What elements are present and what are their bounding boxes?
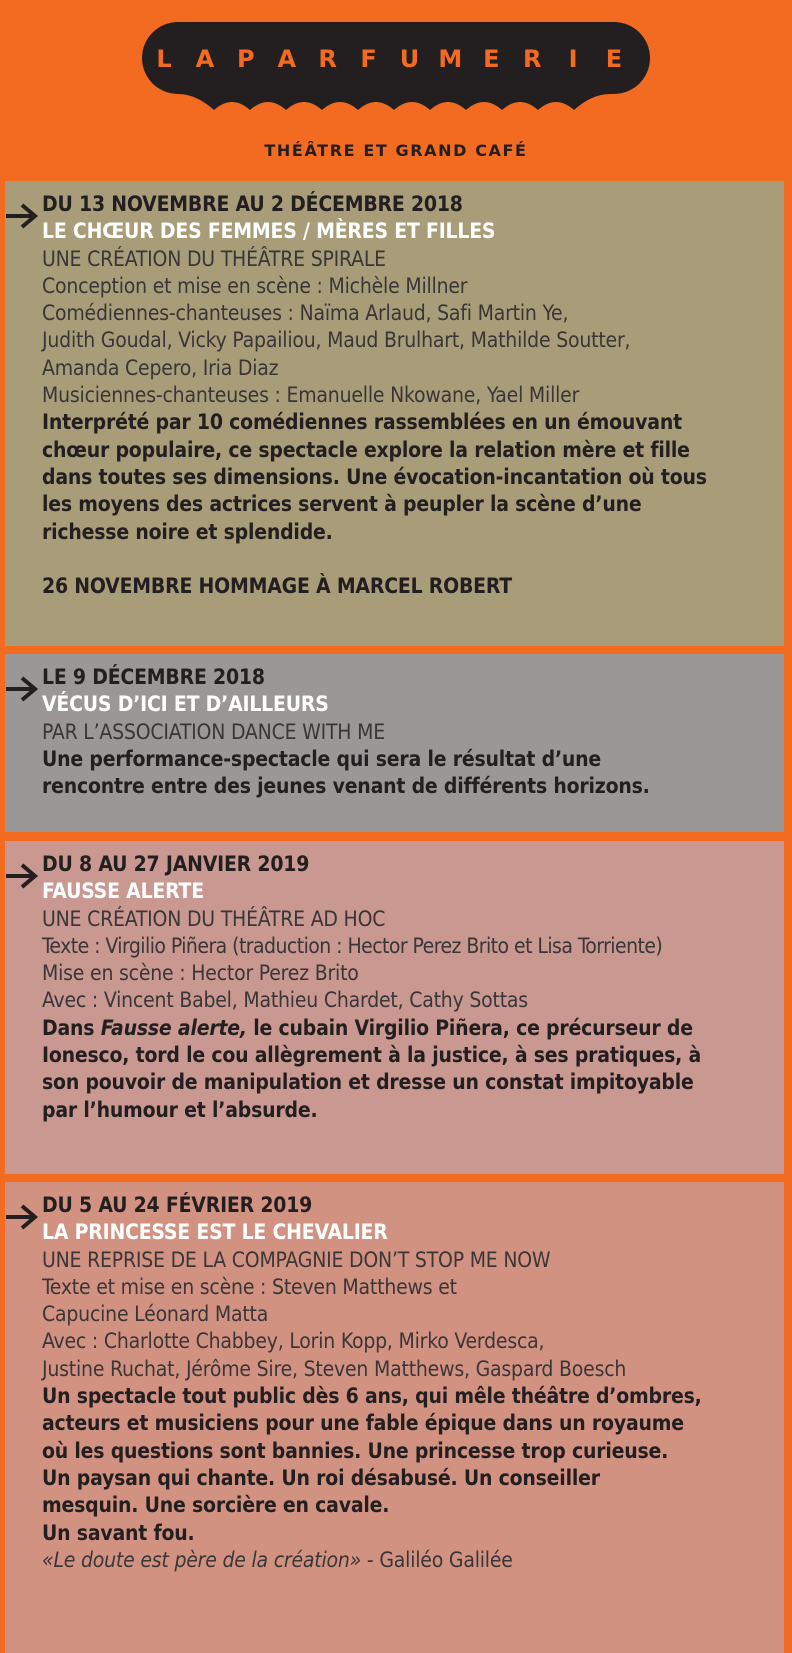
event-subtitle: UNE REPRISE DE LA COMPAGNIE DON’T STOP ME NOW: [42, 1247, 551, 1272]
event-description: Un paysan qui chante. Un roi désabusé. Un conseiller: [42, 1465, 600, 1490]
event-subtitle: UNE CRÉATION DU THÉÂTRE SPIRALE: [42, 246, 386, 271]
header-subtitle: THÉÂTRE ET GRAND CAFÉ: [264, 141, 528, 160]
event-credit: Avec : Charlotte Chabbey, Lorin Kopp, Mirko Verdesca,: [42, 1329, 545, 1354]
event-description: Une performance-spectacle qui sera le résultat d’une: [42, 746, 602, 771]
event-credit: Conception et mise en scène : Michèle Millner: [42, 273, 468, 298]
event-subtitle: UNE CRÉATION DU THÉÂTRE AD HOC: [42, 906, 386, 931]
event-description: Interprété par 10 comédiennes rassemblées en un émouvant: [42, 410, 682, 435]
event-section-4: [5, 1182, 784, 1653]
logo-letter: R: [522, 45, 542, 73]
event-section-1: [5, 181, 784, 646]
quote-text: «Le doute est père de la création»: [42, 1547, 362, 1572]
event-date: DU 8 AU 27 JANVIER 2019: [42, 852, 310, 876]
event-description: Ionesco, tord le cou allègrement à la justice, à ses pratiques, à: [42, 1043, 702, 1068]
logo-letter: A: [195, 45, 215, 73]
arrow-right-icon: [5, 1204, 39, 1230]
quote-author: - Galiléo Galilée: [361, 1547, 513, 1572]
event-credit: Amanda Cepero, Iria Diaz: [42, 355, 279, 380]
logo-letter: I: [568, 45, 578, 73]
event-title: LE CHŒUR DES FEMMES / MÈRES ET FILLES: [42, 219, 496, 244]
arrow-right-icon: [5, 203, 39, 229]
event-description: les moyens des actrices servent à peupler la scène d’une: [42, 492, 642, 517]
event-credit: Comédiennes-chanteuses : Naïma Arlaud, Safi Martin Ye,: [42, 301, 569, 326]
header: [0, 0, 792, 180]
event-description: Un spectacle tout public dès 6 ans, qui mêle théâtre d’ombres,: [42, 1384, 702, 1409]
logo-letter: P: [237, 45, 255, 73]
event-title: VÉCUS D’ICI ET D’AILLEURS: [42, 692, 329, 717]
event-title: LA PRINCESSE EST LE CHEVALIER: [42, 1220, 388, 1245]
desc-post: le cubain Virgilio Piñera, ce précurseur de: [246, 1015, 693, 1040]
event-description: chœur populaire, ce spectacle explore la relation mère et fille: [42, 437, 690, 462]
event-credit: Judith Goudal, Vicky Papailiou, Maud Brulhart, Mathilde Soutter,: [42, 328, 631, 353]
event-section-2: [5, 654, 784, 832]
event-credit: Texte : Virgilio Piñera (traduction : Hector Perez Brito et Lisa Torriente): [42, 933, 663, 958]
logo-letter: R: [318, 45, 337, 73]
event-subtitle: PAR L’ASSOCIATION DANCE WITH ME: [42, 719, 385, 744]
logo-letter: A: [277, 45, 297, 73]
event-description: mesquin. Une sorcière en cavale.: [42, 1493, 390, 1518]
logo-letter: E: [605, 45, 623, 73]
event-credit: Capucine Léonard Matta: [42, 1302, 269, 1327]
event-date: DU 5 AU 24 FÉVRIER 2019: [42, 1193, 313, 1217]
event-description: par l’humour et l’absurde.: [42, 1097, 318, 1122]
event-date: LE 9 DÉCEMBRE 2018: [42, 665, 265, 689]
logo-letter: F: [360, 45, 377, 73]
event-description: son pouvoir de manipulation et dresse un constat impitoyable: [42, 1070, 694, 1095]
event-credit: Mise en scène : Hector Perez Brito: [42, 961, 359, 986]
event-credit: Musiciennes-chanteuses : Emanuelle Nkowane, Yael Miller: [42, 383, 580, 408]
logo: [140, 20, 652, 114]
event-description: richesse noire et splendide.: [42, 519, 333, 544]
event-description: où les questions sont bannies. Une princesse trop curieuse.: [42, 1438, 669, 1463]
event-section-3: [5, 841, 784, 1174]
event-quote: [42, 1547, 780, 1574]
event-description: dans toutes ses dimensions. Une évocation-incantation où tous: [42, 464, 707, 489]
event-description: acteurs et musiciens pour une fable épique dans un royaume: [42, 1411, 684, 1436]
event-extra: 26 NOVEMBRE HOMMAGE À MARCEL ROBERT: [42, 574, 512, 599]
event-date: DU 13 NOVEMBRE AU 2 DÉCEMBRE 2018: [42, 192, 463, 216]
arrow-right-icon: [5, 863, 39, 889]
desc-italic-title: Fausse alerte,: [100, 1015, 247, 1040]
logo-letter: M: [438, 45, 463, 73]
event-description: rencontre entre des jeunes venant de différents horizons.: [42, 774, 650, 799]
desc-pre: Dans: [42, 1015, 101, 1040]
event-credit: Justine Ruchat, Jérôme Sire, Steven Matthews, Gaspard Boesch: [42, 1356, 627, 1381]
logo-letter: U: [399, 45, 420, 73]
event-description: [42, 1015, 780, 1042]
event-description: Un savant fou.: [42, 1520, 195, 1545]
arrow-right-icon: [5, 676, 39, 702]
event-title: FAUSSE ALERTE: [42, 879, 204, 904]
event-credit: Texte et mise en scène : Steven Matthews et: [42, 1274, 457, 1299]
event-credit: Avec : Vincent Babel, Mathieu Chardet, Cathy Sottas: [42, 988, 528, 1013]
logo-letter: E: [483, 45, 500, 73]
logo-letter: L: [156, 45, 172, 73]
